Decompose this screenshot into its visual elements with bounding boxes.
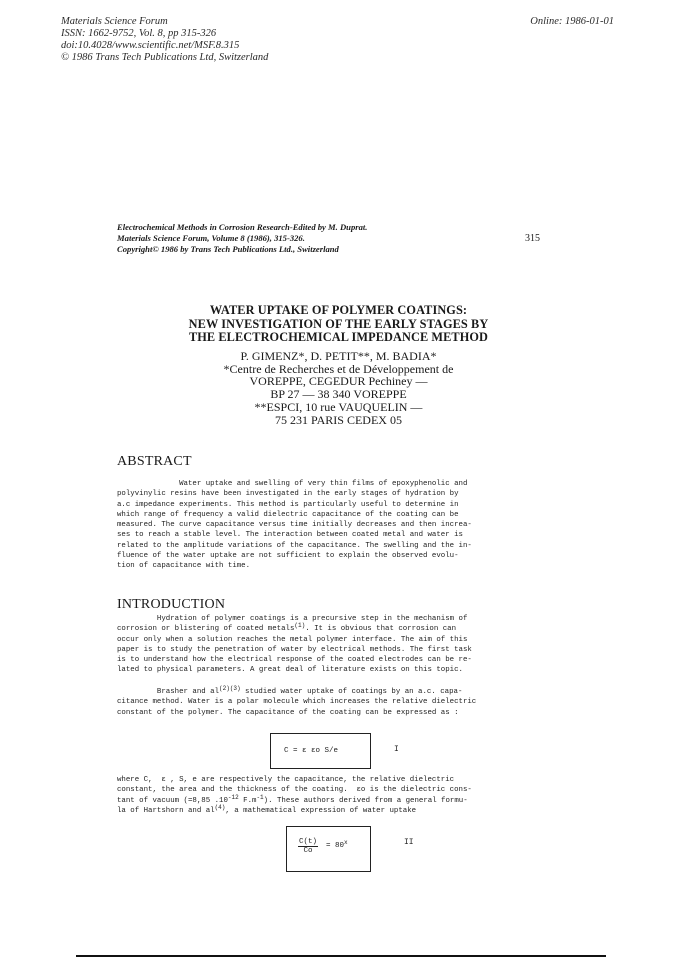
equation-1-label: I [394, 745, 399, 754]
intro-p3-line3-text: tant of vacuum (=8,85 .10 [117, 796, 228, 805]
abstract-line: related to the amplitude variations of the capacitance. The swelling and the in- [117, 541, 472, 550]
abstract-line: fluence of the water uptake are not sufficient to explain the observed evolu- [117, 552, 459, 561]
equation-1: C = ε εo S/e [284, 747, 339, 755]
abstract-line: Water uptake and swelling of very thin films of epoxyphenolic and [117, 480, 468, 488]
intro-p3-line3-tail: ). These authors derived from a general formu- [263, 796, 468, 805]
equation-2-exponent: x [344, 839, 348, 846]
affiliation-1-line2: VOREPPE, CEGEDUR Pechiney — [249, 374, 428, 389]
intro-paragraph-3 [117, 775, 562, 816]
introduction-heading: INTRODUCTION [117, 597, 226, 612]
doi-line[interactable]: doi:10.4028/www.scientific.net/MSF.8.315 [61, 40, 240, 51]
exponent-1: -12 [227, 793, 239, 801]
abstract-text [117, 479, 562, 572]
author-names: P. GIMENZ*, D. PETIT**, M. BADIA* [240, 349, 437, 363]
affiliation-1-line1: *Centre de Recherches et de Développement de [223, 361, 454, 376]
intro-p3-line3-unit: F.m [238, 796, 257, 805]
copyright-line: © 1986 Trans Tech Publications Ltd, Switzerland [61, 52, 269, 63]
intro-p1-line2-tail: . It is obvious that corrosion can [305, 625, 457, 634]
abstract-line: ses to reach a stable level. The interaction between coated metal and water is [117, 531, 463, 540]
abstract-line: polyvinylic resins have been investigated in the early stages of hydration by [117, 490, 459, 499]
equation-1-box [270, 733, 371, 769]
intro-paragraph-1 [117, 614, 562, 676]
title-line3: THE ELECTROCHEMICAL IMPEDANCE METHOD [188, 330, 489, 344]
equation-2-denominator: Co [303, 847, 313, 855]
online-date: Online: 1986-01-01 [530, 16, 614, 27]
abstract-line: which range of frequency a valid dielectric capacitance of the coating can be [117, 510, 459, 519]
citation-ref-1: (1) [294, 622, 306, 630]
footer-rule [76, 955, 606, 957]
intro-p1-rest: occur only when a solution reaches the metal polymer interface. The aim of this paper is to study the penetration of water by electrical methods. The first task is to understand how the electrical response of the coated electrodes can be re- lated to physical parameters. A great deal of literature exists on this topic. [117, 635, 472, 675]
issn-line: ISSN: 1662-9752, Vol. 8, pp 315-326 [61, 28, 217, 39]
journal-name: Materials Science Forum [61, 16, 168, 27]
intro-p3-line4 [117, 803, 562, 816]
abstract-line: tion of capacitance with time. [117, 562, 251, 571]
equation-2-rhs-text: = 80 [326, 842, 345, 850]
abstract-line: measured. The curve capacitance versus time initially decreases and then increa- [117, 521, 472, 530]
intro-p2-line1-text: Brasher and al [117, 688, 220, 696]
intro-p3-line4-text: la of Hartshorn and al [117, 806, 215, 815]
abstract-heading: ABSTRACT [117, 454, 192, 469]
page-number: 315 [525, 233, 540, 244]
intro-p2-line1 [117, 687, 562, 697]
intro-p3-line3 [117, 793, 562, 806]
intro-p3-line1: where C, ε , S, e are respectively the capacitance, the relative dielectric [117, 776, 455, 784]
intro-p1-line2 [117, 624, 562, 634]
exponent-2: -1 [256, 793, 264, 801]
intro-p2-rest: citance method. Water is a polar molecule which increases the relative dielectric constant of the polymer. The capacitance of the coating can be expressed as : [117, 698, 477, 717]
journal-citation-block [117, 222, 437, 255]
intro-p3-line4-tail: , a mathematical expression of water uptake [225, 806, 417, 815]
title-line1: WATER UPTAKE OF POLYMER COATINGS: [209, 303, 468, 317]
citation-ref-4: (4) [214, 803, 226, 811]
intro-p2-line1-tail: studied water uptake of coatings by an a.c. capa- [240, 688, 463, 696]
publication-header [61, 16, 268, 64]
abstract-line: a.c impedance experiments. This method is particularly useful to determine in [117, 500, 459, 509]
authors-block [117, 350, 560, 426]
equation-2-label: II [404, 838, 414, 847]
journal-citation-line2: Materials Science Forum, Volume 8 (1986), 315-326. [117, 233, 305, 243]
intro-p1-line1: Hydration of polymer coatings is a precursive step in the mechanism of [117, 615, 468, 623]
equation-2-box [286, 826, 371, 872]
affiliation-2-line2: 75 231 PARIS CEDEX 05 [275, 412, 402, 427]
affiliation-1-line3: BP 27 — 38 340 VOREPPE [270, 387, 407, 402]
intro-paragraph-2 [117, 687, 562, 718]
intro-p3-line2: constant, the area and the thickness of the coating. εo is the dielectric cons- [117, 786, 472, 795]
equation-2-rhs [326, 839, 348, 850]
affiliation-2-line1: **ESPCI, 10 rue VAUQUELIN — [254, 399, 423, 414]
journal-citation-line3: Copyright© 1986 by Trans Tech Publications Ltd., Switzerland [117, 244, 339, 254]
journal-citation-line1: Electrochemical Methods in Corrosion Research-Edited by M. Duprat. [117, 222, 368, 232]
citation-ref-2-3: (2)(3) [219, 685, 241, 692]
title-line2: NEW INVESTIGATION OF THE EARLY STAGES BY [188, 316, 489, 331]
intro-p1-line2-text: corrosion or blistering of coated metals [117, 625, 295, 634]
equation-2-numerator: C(t) [299, 838, 318, 846]
paper-title [117, 304, 560, 345]
equation-2-fraction [298, 838, 318, 855]
